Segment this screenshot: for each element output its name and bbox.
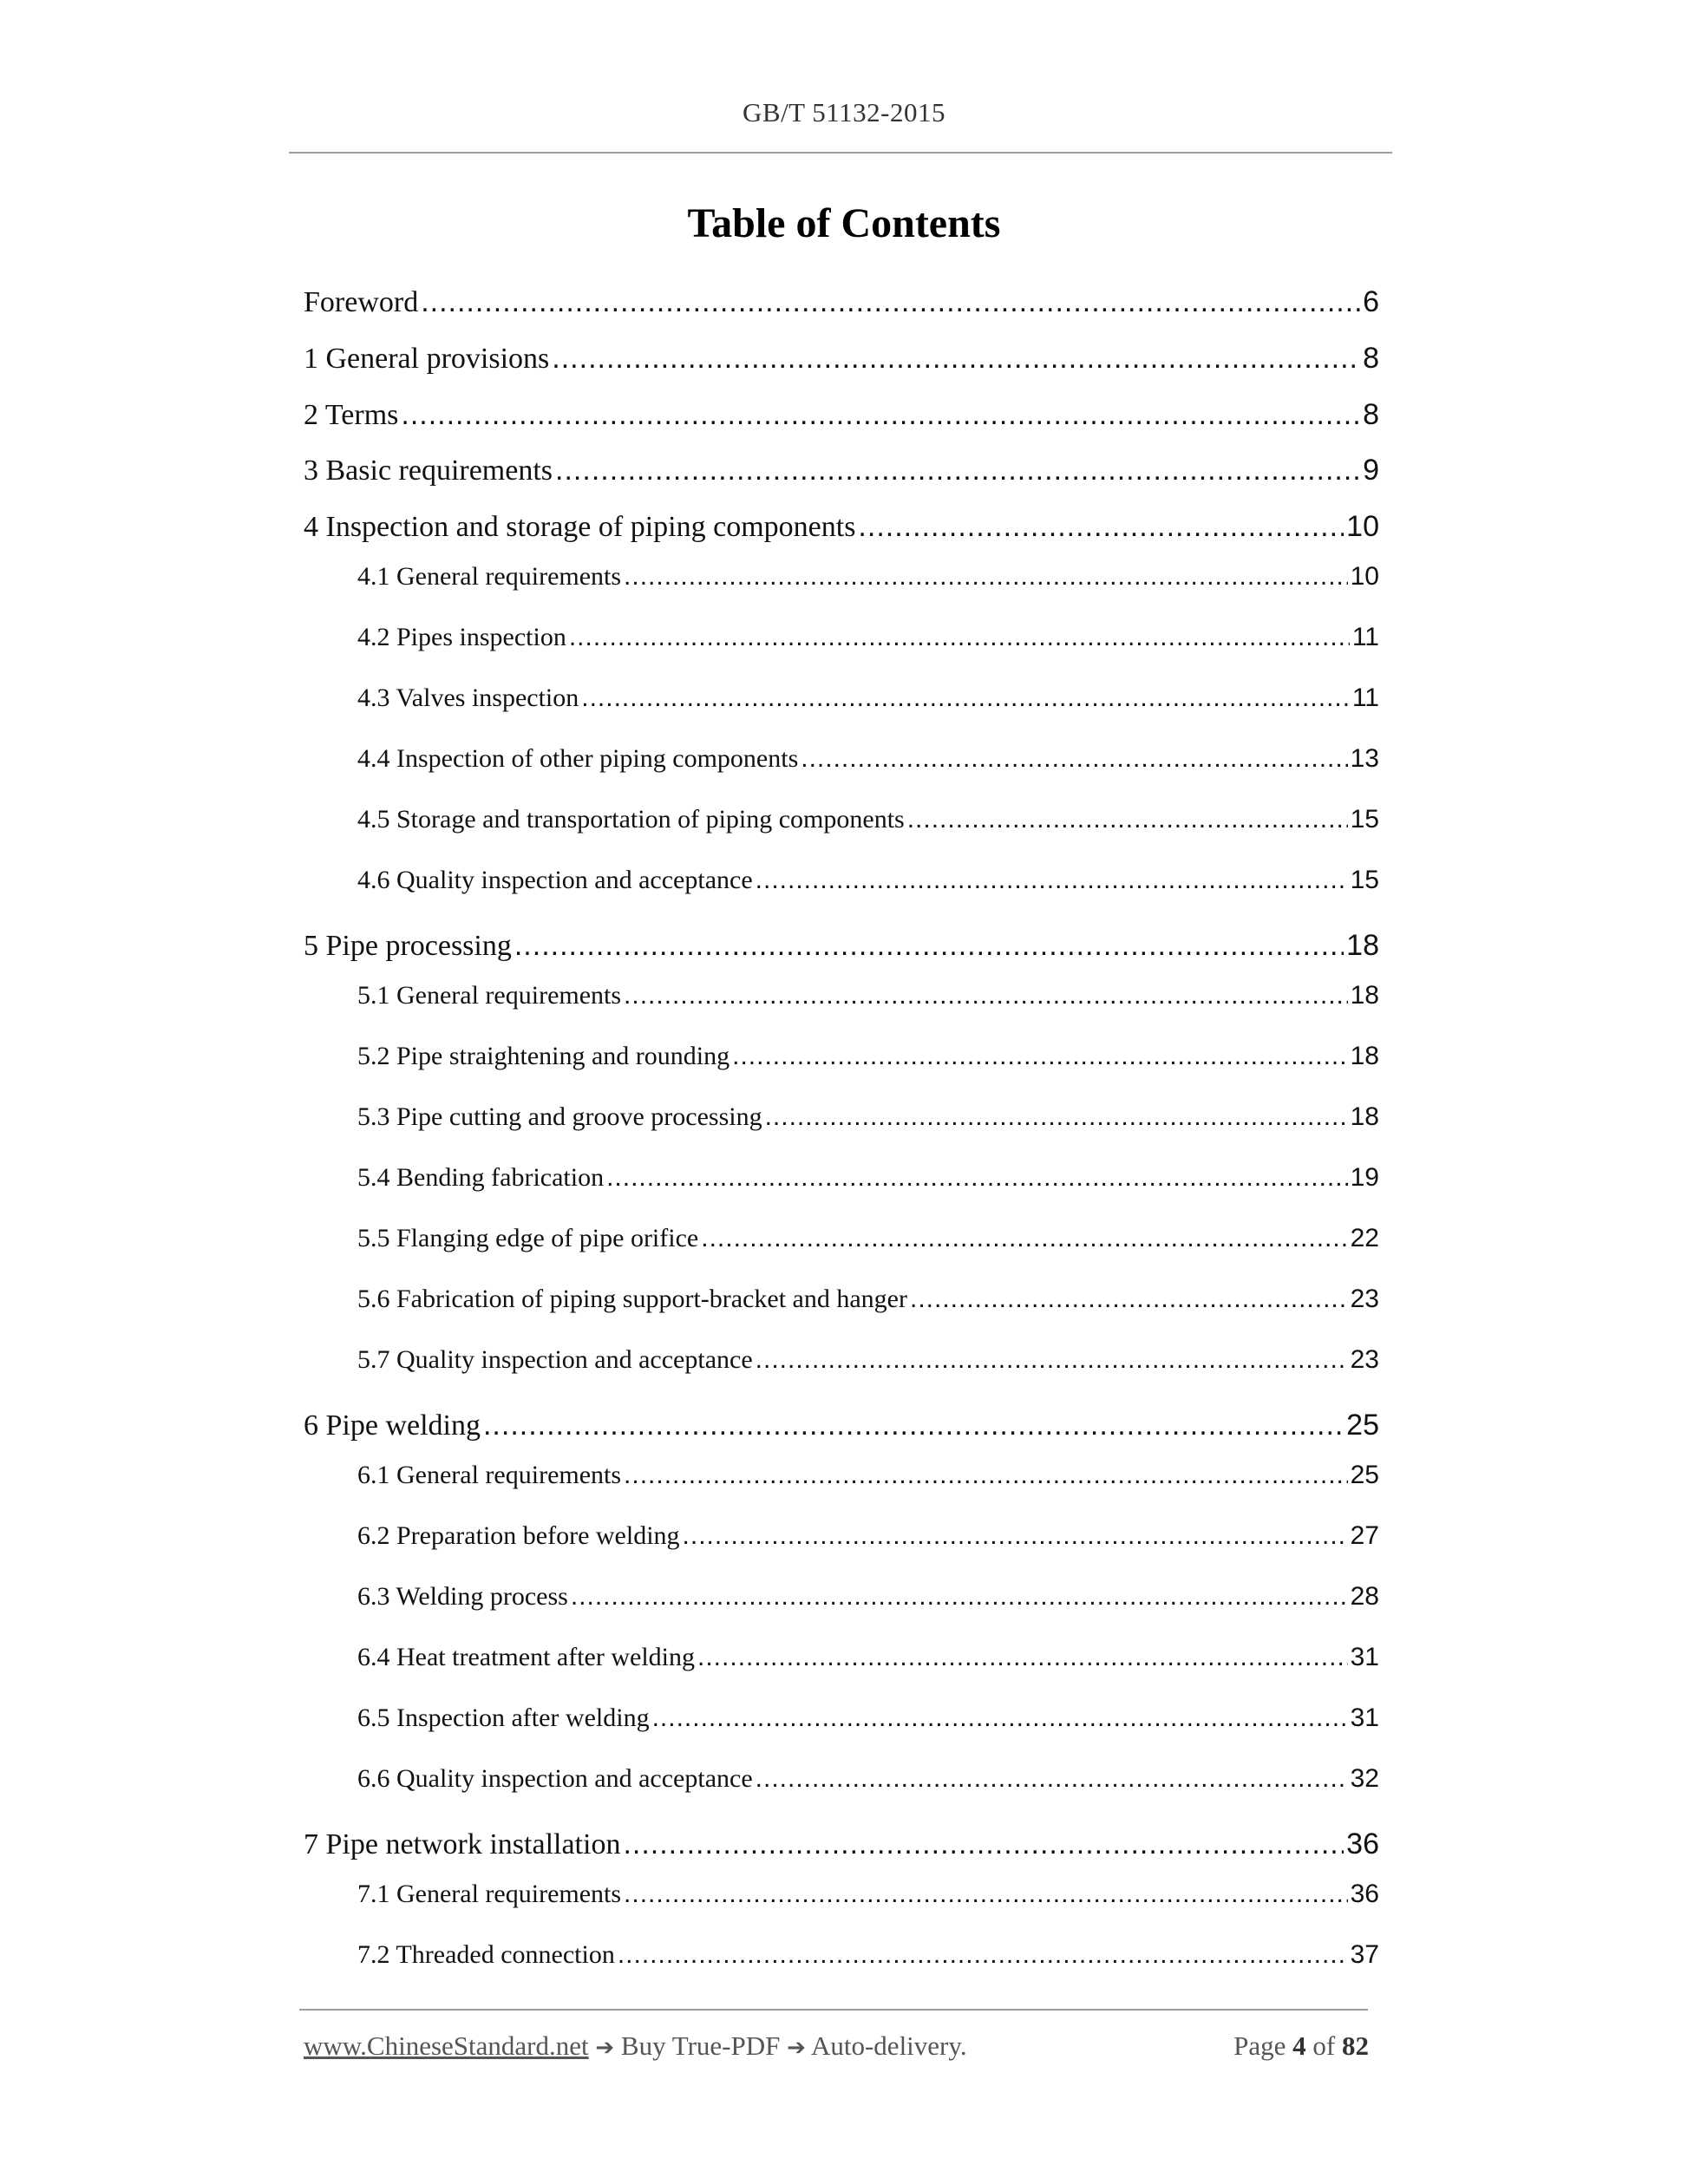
toc-leader-dots — [701, 1224, 1347, 1253]
toc-leader-dots — [581, 683, 1350, 713]
toc-leader-dots — [571, 1582, 1348, 1612]
toc-entry-section-5-4[interactable] — [357, 1163, 1379, 1193]
table-of-contents — [304, 0, 1379, 2184]
toc-entry-title: 3 Basic requirements — [304, 454, 553, 487]
toc-entry-chapter-1[interactable] — [304, 342, 1379, 376]
toc-entry-title: 6.2 Preparation before welding — [357, 1521, 680, 1550]
toc-entry-title: 7.2 Threaded connection — [357, 1940, 615, 1969]
toc-leader-dots — [606, 1163, 1348, 1193]
toc-entry-section-5-3[interactable] — [357, 1102, 1379, 1132]
toc-entry-section-4-3[interactable] — [357, 683, 1379, 713]
toc-leader-dots — [683, 1521, 1348, 1551]
toc-entry-title: 5.3 Pipe cutting and groove processing — [357, 1102, 762, 1131]
toc-entry-title: Foreword — [304, 286, 419, 318]
of-label: of — [1312, 2030, 1336, 2061]
toc-entry-page: 8 — [1363, 342, 1379, 375]
toc-entry-page: 36 — [1346, 1828, 1379, 1860]
toc-entry-page: 31 — [1350, 1703, 1379, 1732]
toc-entry-title: 4.1 General requirements — [357, 562, 622, 591]
toc-entry-section-6-3[interactable] — [357, 1582, 1379, 1612]
toc-leader-dots — [907, 805, 1348, 834]
toc-entry-page: 23 — [1350, 1285, 1379, 1313]
toc-leader-dots — [623, 1828, 1344, 1861]
toc-entry-page: 18 — [1346, 929, 1379, 962]
toc-entry-title: 5.7 Quality inspection and acceptance — [357, 1345, 753, 1374]
toc-leader-dots — [801, 744, 1347, 774]
toc-leader-dots — [652, 1703, 1348, 1733]
toc-entry-section-4-1[interactable] — [357, 562, 1379, 592]
toc-leader-dots — [697, 1643, 1348, 1672]
toc-entry-page: 28 — [1350, 1582, 1379, 1611]
toc-entry-page: 10 — [1346, 510, 1379, 543]
toc-entry-page: 13 — [1350, 744, 1379, 773]
toc-leader-dots — [756, 1764, 1348, 1794]
toc-entry-page: 18 — [1350, 1042, 1379, 1070]
toc-entry-page: 6 — [1363, 285, 1379, 318]
toc-entry-section-4-5[interactable] — [357, 805, 1379, 834]
toc-entry-section-5-1[interactable] — [357, 981, 1379, 1010]
toc-entry-page: 15 — [1350, 866, 1379, 894]
toc-entry-page: 11 — [1351, 683, 1379, 712]
toc-entry-page: 15 — [1350, 805, 1379, 834]
auto-delivery-text: Auto-delivery. — [810, 2030, 967, 2061]
toc-entry-section-5-5[interactable] — [357, 1224, 1379, 1253]
toc-entry-title: 5.2 Pipe straightening and rounding — [357, 1042, 730, 1070]
toc-entry-title: 4.3 Valves inspection — [357, 683, 579, 712]
footer-divider — [299, 2009, 1368, 2011]
toc-entry-chapter-7[interactable] — [304, 1828, 1379, 1861]
total-page-count: 82 — [1342, 2030, 1369, 2061]
toc-entry-chapter-2[interactable] — [304, 398, 1379, 432]
toc-entry-page: 8 — [1363, 398, 1379, 431]
toc-entry-section-6-5[interactable] — [357, 1703, 1379, 1733]
page-label: Page — [1233, 2030, 1286, 2061]
toc-leader-dots — [756, 866, 1348, 895]
toc-leader-dots — [624, 1880, 1348, 1909]
toc-title: Table of Contents — [687, 200, 1001, 246]
toc-entry-page: 36 — [1350, 1880, 1379, 1908]
toc-leader-dots — [910, 1285, 1348, 1314]
toc-entry-title: 6.5 Inspection after welding — [357, 1703, 650, 1732]
toc-entry-title: 6 Pipe welding — [304, 1409, 481, 1442]
toc-entry-title: 6.1 General requirements — [357, 1461, 622, 1489]
toc-entry-title: 5.1 General requirements — [357, 981, 622, 1010]
toc-entry-page: 27 — [1350, 1521, 1379, 1550]
toc-leader-dots — [552, 342, 1360, 376]
toc-entry-chapter-4[interactable] — [304, 510, 1379, 544]
toc-entry-page: 10 — [1350, 562, 1379, 591]
arrow-right-icon: ➔ — [595, 2035, 615, 2061]
toc-leader-dots — [401, 398, 1360, 432]
toc-leader-dots — [624, 1461, 1348, 1490]
toc-entry-title: 5.6 Fabrication of piping support-bracket and hanger — [357, 1285, 907, 1313]
toc-entry-page: 31 — [1350, 1643, 1379, 1671]
toc-entry-title: 1 General provisions — [304, 343, 550, 375]
toc-leader-dots — [756, 1345, 1348, 1375]
toc-entry-section-4-6[interactable] — [357, 866, 1379, 895]
toc-entry-chapter-6[interactable] — [304, 1409, 1379, 1442]
toc-entry-section-4-2[interactable] — [357, 623, 1379, 652]
toc-entry-title: 6.3 Welding process — [357, 1582, 568, 1611]
toc-leader-dots — [624, 981, 1348, 1010]
toc-entry-title: 5.4 Bending fabrication — [357, 1163, 605, 1192]
toc-leader-dots — [483, 1409, 1344, 1442]
toc-entry-page: 11 — [1351, 623, 1379, 651]
toc-entry-chapter-3[interactable] — [304, 454, 1379, 487]
toc-entry-section-5-6[interactable] — [357, 1285, 1379, 1314]
toc-leader-dots — [732, 1042, 1348, 1071]
toc-leader-dots — [555, 454, 1360, 487]
toc-entry-title: 4.6 Quality inspection and acceptance — [357, 866, 753, 894]
toc-entry-section-6-2[interactable] — [357, 1521, 1379, 1551]
toc-leader-dots — [618, 1940, 1348, 1970]
toc-entry-page: 25 — [1346, 1409, 1379, 1442]
toc-entry-page: 37 — [1350, 1940, 1379, 1969]
running-header: GB/T 51132-2015 — [743, 97, 945, 128]
toc-entry-title: 6.4 Heat treatment after welding — [357, 1643, 696, 1671]
toc-entry-page: 32 — [1350, 1764, 1379, 1793]
toc-entry-section-6-6[interactable] — [357, 1764, 1379, 1794]
toc-entry-title: 4 Inspection and storage of piping components — [304, 511, 856, 543]
toc-entry-title: 4.2 Pipes inspection — [357, 623, 566, 651]
toc-entry-page: 23 — [1350, 1345, 1379, 1374]
toc-entry-title: 5 Pipe processing — [304, 930, 512, 962]
toc-entry-section-5-7[interactable] — [357, 1345, 1379, 1375]
toc-leader-dots — [765, 1102, 1348, 1132]
toc-entry-page: 18 — [1350, 1102, 1379, 1131]
toc-entry-section-4-4[interactable] — [357, 744, 1379, 774]
toc-entry-section-6-1[interactable] — [357, 1461, 1379, 1490]
toc-entry-section-5-2[interactable] — [357, 1042, 1379, 1071]
toc-leader-dots — [514, 929, 1344, 963]
toc-entry-chapter-5[interactable] — [304, 929, 1379, 963]
current-page-number: 4 — [1292, 2030, 1306, 2061]
toc-leader-dots — [858, 510, 1344, 544]
toc-entry-title: 7 Pipe network installation — [304, 1828, 621, 1860]
toc-entry-title: 6.6 Quality inspection and acceptance — [357, 1764, 753, 1793]
toc-entry-page: 22 — [1350, 1224, 1379, 1252]
toc-entry-title: 2 Terms — [304, 399, 399, 431]
toc-leader-dots — [569, 623, 1350, 652]
arrow-right-icon: ➔ — [787, 2035, 806, 2061]
toc-entry-title: 4.4 Inspection of other piping components — [357, 744, 799, 773]
footer-promo — [304, 2030, 967, 2062]
site-link[interactable]: www.ChineseStandard.net — [304, 2030, 589, 2061]
toc-entry-page: 25 — [1350, 1461, 1379, 1489]
toc-entry-title: 7.1 General requirements — [357, 1880, 622, 1908]
page-number — [1233, 2030, 1369, 2062]
toc-entry-page: 19 — [1350, 1163, 1379, 1192]
toc-entry-page: 9 — [1363, 454, 1379, 487]
toc-entry-title: 4.5 Storage and transportation of piping components — [357, 805, 905, 834]
buy-true-pdf-text: Buy True-PDF — [620, 2030, 781, 2061]
toc-entry-page: 18 — [1350, 981, 1379, 1010]
toc-entry-section-6-4[interactable] — [357, 1643, 1379, 1672]
toc-entry-section-7-1[interactable] — [357, 1880, 1379, 1909]
toc-entry-foreword[interactable] — [304, 285, 1379, 319]
toc-leader-dots — [421, 285, 1360, 319]
toc-entry-title: 5.5 Flanging edge of pipe orifice — [357, 1224, 699, 1252]
toc-leader-dots — [624, 562, 1348, 592]
toc-entry-section-7-2[interactable] — [357, 1940, 1379, 1970]
